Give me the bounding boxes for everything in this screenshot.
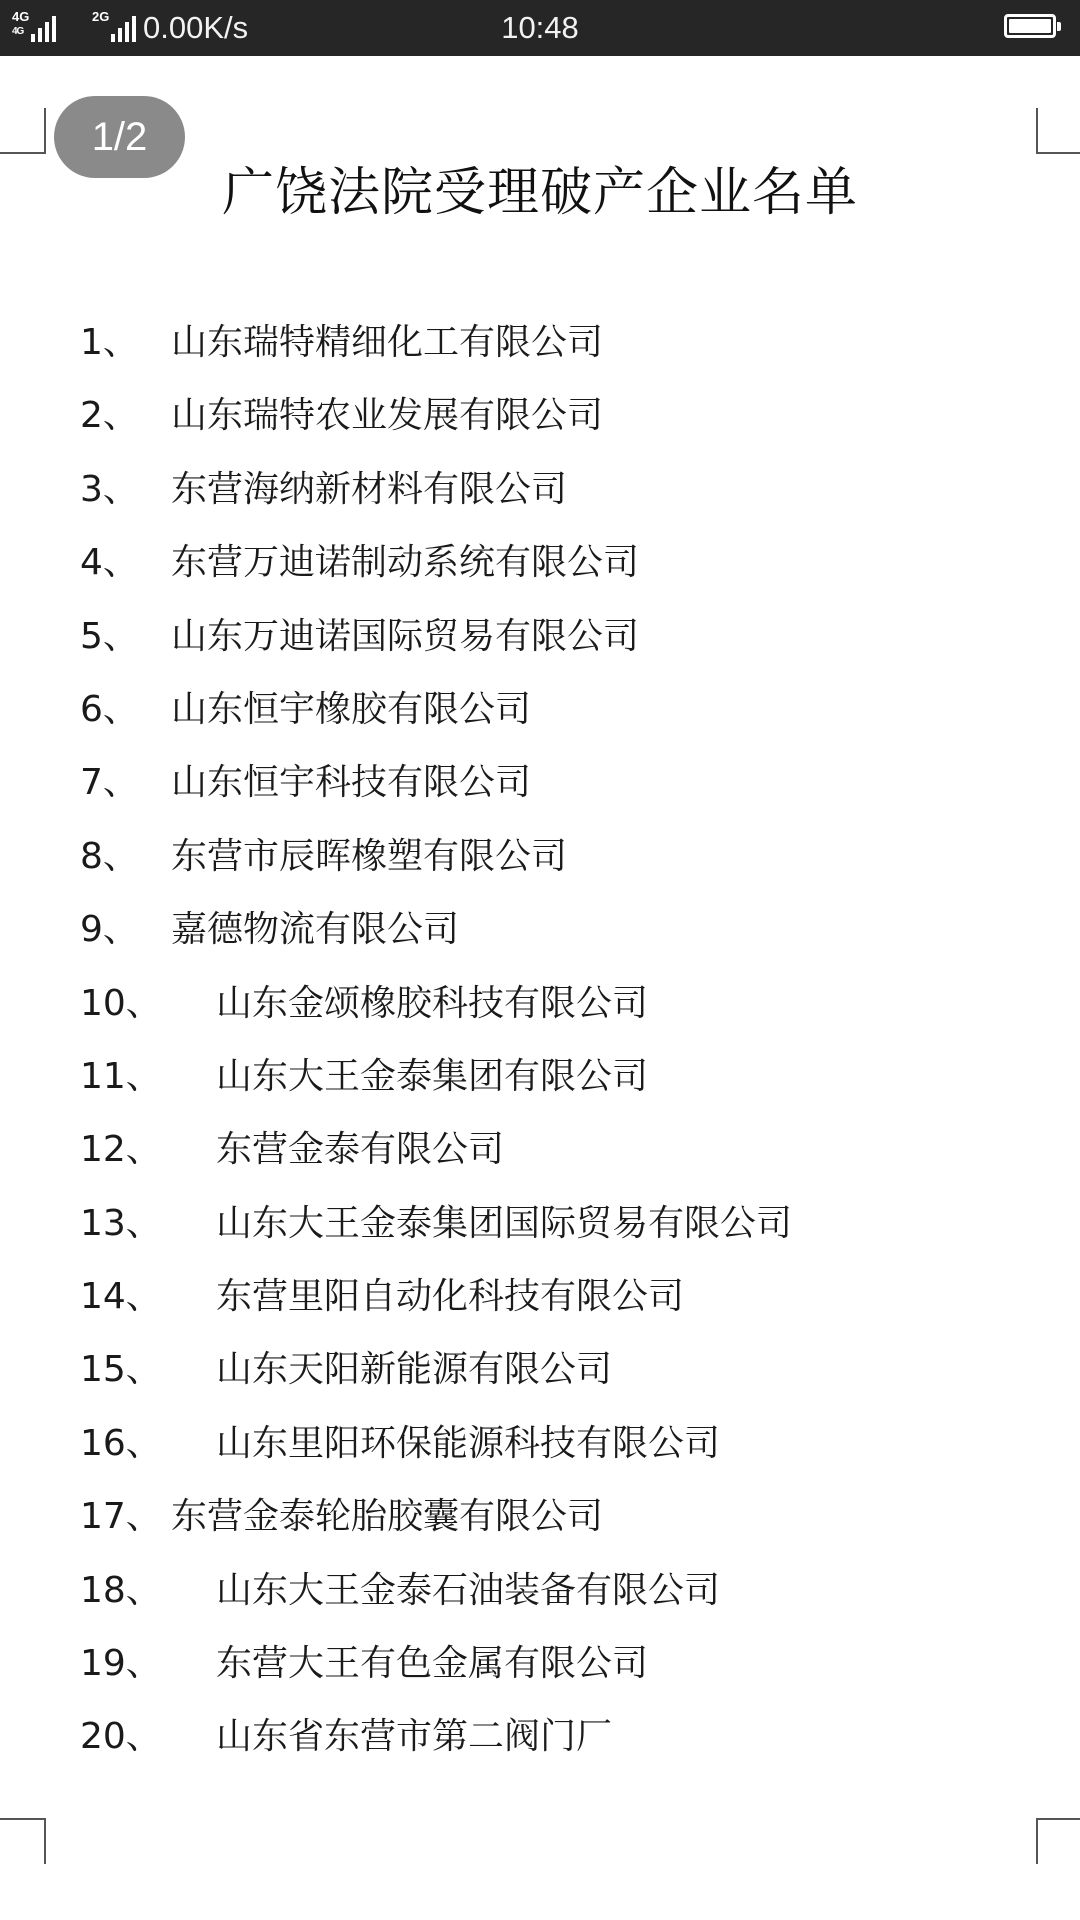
company-name: 东营万迪诺制动系统有限公司 [171,542,640,584]
company-name: 东营金泰轮胎胶囊有限公司 [171,1496,604,1538]
list-item [0,1634,1080,1707]
item-number: 6、 [80,688,139,730]
list-item [0,1194,1080,1267]
company-name: 东营金泰有限公司 [216,1129,505,1171]
page-corner-mark [1036,108,1080,154]
company-name: 山东大王金泰集团国际贸易有限公司 [216,1202,793,1244]
company-name: 山东万迪诺国际贸易有限公司 [171,615,640,657]
status-bar [0,0,1080,56]
page-indicator: 1/2 [54,96,185,178]
list-item [0,313,1080,386]
item-number: 18、 [80,1569,162,1611]
company-name: 山东天阳新能源有限公司 [216,1349,613,1391]
list-item [0,1267,1080,1340]
item-number: 14、 [80,1276,162,1318]
list-item [0,827,1080,900]
network-speed: 0.00K/s [143,10,249,45]
list-item [0,1707,1080,1780]
list-item [0,680,1080,753]
item-number: 11、 [80,1055,162,1097]
list-item [0,533,1080,606]
network-type-1: 4G [12,9,30,24]
page-corner-mark [0,1818,46,1864]
item-number: 10、 [80,982,162,1024]
item-number: 16、 [80,1422,162,1464]
company-name: 东营市辰晖橡塑有限公司 [171,835,568,877]
list-item [0,1047,1080,1120]
page-corner-mark [1036,1818,1080,1864]
item-number: 2、 [80,395,139,437]
company-name: 山东大王金泰石油装备有限公司 [216,1569,721,1611]
list-item [0,1561,1080,1634]
list-item [0,900,1080,973]
company-name: 山东金颂橡胶科技有限公司 [216,982,649,1024]
company-name: 嘉德物流有限公司 [171,909,460,951]
page-corner-mark [0,108,46,154]
item-number: 7、 [80,762,139,804]
company-name: 山东恒宇科技有限公司 [171,762,532,804]
document-title: 广饶法院受理破产企业名单 [221,163,858,223]
company-name: 东营海纳新材料有限公司 [171,468,568,510]
company-name: 山东瑞特农业发展有限公司 [171,395,604,437]
list-item [0,386,1080,459]
list-item [0,753,1080,826]
battery-icon [1004,14,1056,38]
company-list [0,313,1080,1781]
item-number: 20、 [80,1716,162,1758]
company-name: 山东恒宇橡胶有限公司 [171,688,532,730]
company-name: 东营大王有色金属有限公司 [216,1643,649,1685]
item-number: 1、 [80,322,139,363]
network-type-1-sub: 4G [12,26,24,37]
item-number: 15、 [80,1349,162,1391]
company-name: 山东大王金泰集团有限公司 [216,1055,649,1097]
item-number: 17、 [80,1496,162,1538]
list-item [0,460,1080,533]
item-number: 12、 [80,1129,162,1171]
item-number: 8、 [80,835,139,877]
company-name: 山东瑞特精细化工有限公司 [171,322,604,363]
item-number: 13、 [80,1202,162,1244]
list-item [0,1120,1080,1193]
company-name: 山东省东营市第二阀门厂 [216,1716,613,1758]
list-item [0,1340,1080,1413]
item-number: 9、 [80,909,139,951]
company-name: 东营里阳自动化科技有限公司 [216,1276,685,1318]
item-number: 3、 [80,468,139,510]
item-number: 5、 [80,615,139,657]
item-number: 19、 [80,1643,162,1685]
item-number: 4、 [80,542,139,584]
list-item [0,607,1080,680]
network-type-2: 2G [92,9,110,24]
list-item [0,974,1080,1047]
list-item [0,1414,1080,1487]
status-time: 10:48 [501,10,579,45]
list-item [0,1487,1080,1560]
company-name: 山东里阳环保能源科技有限公司 [216,1422,721,1464]
